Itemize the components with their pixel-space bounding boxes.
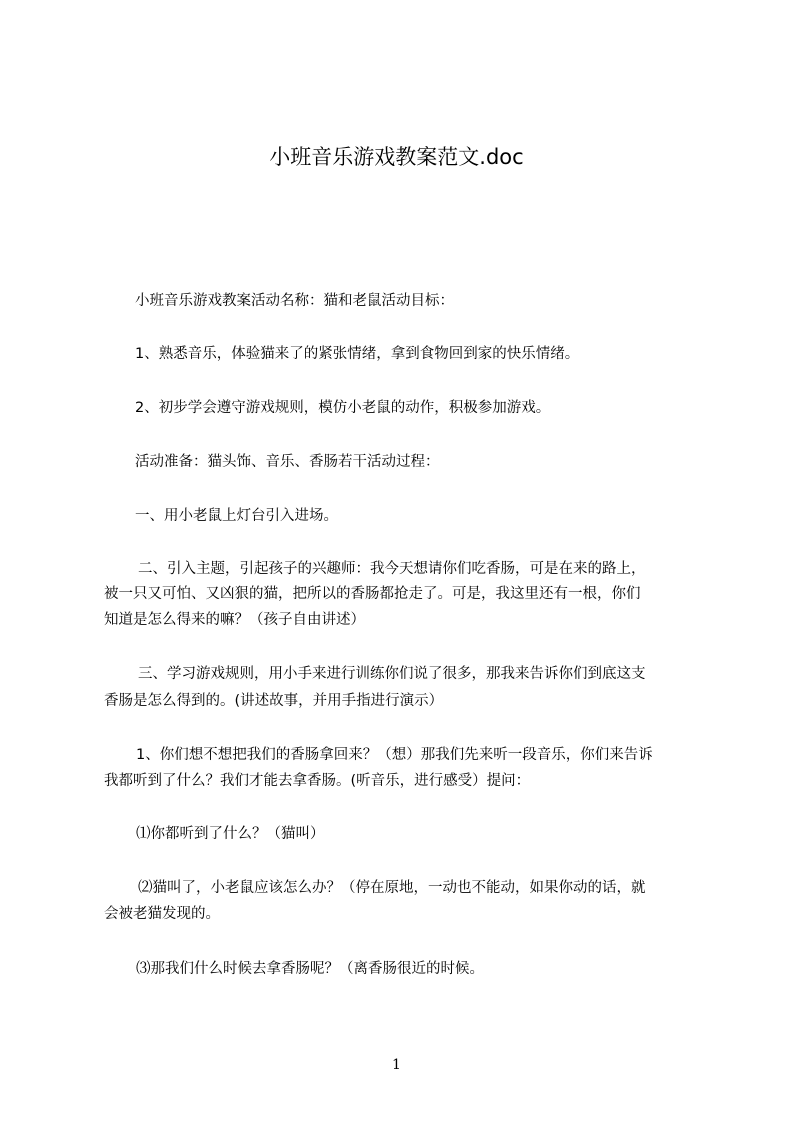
document-title: 小班音乐游戏教案范文.doc [269, 145, 524, 169]
paragraph-step-1: 一、用小老鼠上灯台引入进场。 [135, 508, 338, 524]
paragraph-sub-1: ⑴你都听到了什么？（猫叫） [136, 826, 325, 842]
paragraph-sub-3: ⑶那我们什么时候去拿香肠呢？（离香肠很近的时候。 [136, 961, 484, 977]
paragraph-step-2-line-1: 二、引入主题，引起孩子的兴趣师：我今天想请你们吃香肠，可是在来的路上， [138, 561, 646, 577]
paragraph-goal-1: 1、熟悉音乐，体验猫来了的紧张情绪，拿到食物回到家的快乐情绪。 [135, 346, 580, 362]
paragraph-activity-name: 小班音乐游戏教案活动名称：猫和老鼠活动目标： [135, 293, 454, 309]
paragraph-preparation: 活动准备：猫头饰、音乐、香肠若干活动过程： [135, 454, 440, 470]
paragraph-sub-2-line-1: ⑵猫叫了，小老鼠应该怎么办？（停在原地，一动也不能动，如果你动的话，就 [138, 880, 646, 896]
paragraph-step-2-line-2: 被一只又可怕、又凶狠的猫，把所以的香肠都抢走了。可是，我这里还有一根，你们 [104, 586, 641, 602]
paragraph-question-1-line-2: 我都听到了什么？我们才能去拿香肠。(听音乐，进行感受）提问： [104, 773, 531, 789]
paragraph-step-3-line-2: 香肠是怎么得到的。(讲述故事，并用手指进行演示） [104, 693, 444, 709]
paragraph-question-1-line-1: 1、你们想不想把我们的香肠拿回来？（想）那我们先来听一段音乐，你们来告诉 [136, 747, 653, 763]
paragraph-step-2-line-3: 知道是怎么得来的嘛？（孩子自由讲述） [104, 612, 365, 628]
paragraph-sub-2-line-2: 会被老猫发现的。 [104, 906, 220, 922]
page-number: 1 [392, 1057, 401, 1073]
paragraph-goal-2: 2、初步学会遵守游戏规则，模仿小老鼠的动作，积极参加游戏。 [135, 400, 551, 416]
paragraph-step-3-line-1: 三、学习游戏规则，用小手来进行训练你们说了很多，那我来告诉你们到底这支 [138, 666, 646, 682]
